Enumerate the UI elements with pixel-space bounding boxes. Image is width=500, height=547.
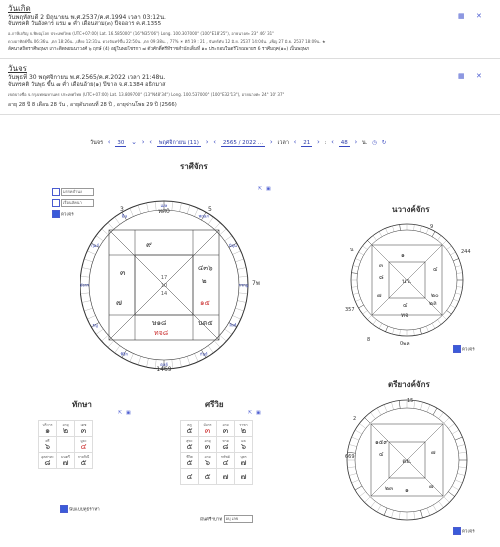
- rasi-planet-9: ทจ๘: [154, 329, 169, 337]
- rasi-planet-3: ๗: [116, 298, 123, 307]
- close-icon-2[interactable]: ✕: [476, 72, 482, 80]
- wheel-tick: [377, 505, 381, 512]
- navamsa-planet-5: ๒ล: [429, 300, 437, 307]
- wheel-tick: [426, 228, 428, 234]
- prev-month-button[interactable]: ‹: [149, 138, 153, 146]
- drekkana-chart-title: ตรียางค์จักร: [388, 380, 430, 389]
- rasi-planet-8: ษ๑๘: [152, 319, 167, 327]
- wheel-tick: [455, 266, 461, 268]
- wheel-tick: [420, 510, 422, 518]
- sri-cell: อายุ ๓: [199, 437, 217, 453]
- wheel-tick: [444, 497, 450, 503]
- wheel-tick: [439, 412, 444, 418]
- drekkana-check[interactable]: ดวงจร: [453, 527, 475, 535]
- wheel-tick: [365, 418, 371, 424]
- next-month-button[interactable]: ›: [205, 138, 209, 146]
- wheel-tick: [377, 408, 381, 415]
- next-hour-button[interactable]: ›: [316, 138, 320, 146]
- rasi-option-3[interactable]: ดวงจร: [52, 210, 74, 218]
- next-minute-button[interactable]: ›: [354, 138, 358, 146]
- date-navigation: วันจร ‹ 30 ⌄ › ‹ พฤศจิกายน (11) › ‹ 2565 / 2022 ... › เวลา ‹ 21 › : ‹ 48 › น. ◷ ↻: [90, 138, 387, 146]
- navamsa-wheel: [345, 215, 475, 345]
- wheel-tick: [348, 467, 356, 468]
- birth-sun-moon: ดวงอาทิตย์ขึ้น 06:36น. ,ตก 18:26น. ,เที่ยง 12:31น. ดวงจันทร์ขึ้น 22:50น. ,ตก 09:38น. , 77% ☀ ดิถี 19 : 21 , จันทร์ดับ 12 มิ.ย. 2537 14:04น. ,เพ็ญ 27 มิ.ย. 2537 18:09น. ★: [8, 39, 326, 44]
- sri-cell: ๗: [235, 469, 253, 485]
- year-select[interactable]: 2565 / 2022 ...: [222, 140, 264, 146]
- rasi-center-2: 10: [160, 283, 168, 289]
- wheel-tick: [452, 430, 459, 434]
- rasi-option-2[interactable]: เรือนลัคนา: [52, 199, 94, 207]
- wheel-tick: [147, 203, 149, 212]
- navamsa-center: นว.: [402, 278, 412, 285]
- wheel-tick: [84, 308, 93, 311]
- wheel-tick: [355, 299, 361, 301]
- sri-cell: ชีวิต ๕: [181, 453, 199, 469]
- wheel-tick: [138, 205, 141, 214]
- wheel-tick: [455, 480, 462, 483]
- wheel-tick: [414, 330, 415, 336]
- drekkana-planet-5: ๑: [405, 487, 409, 494]
- wheel-tick: [87, 316, 95, 320]
- rasi-planet-5: ๒: [202, 277, 207, 285]
- wheel-tick: [370, 501, 375, 507]
- divider-2: [0, 114, 500, 115]
- wheel-tick: [220, 229, 227, 235]
- wheel-tick: [80, 276, 89, 277]
- day-select[interactable]: 30: [117, 140, 125, 146]
- zodiac-sign-label: เมษ: [160, 203, 168, 208]
- wheel-tick: [391, 402, 393, 410]
- sri-cell: มังกร ๓: [199, 421, 217, 437]
- sri-cell: สุขะ ๕: [181, 437, 199, 453]
- wheel-tick: [172, 360, 173, 369]
- drekkana-planet-2: ๔: [379, 451, 384, 458]
- close-icon[interactable]: ✕: [476, 12, 482, 20]
- zodiac-sign-label: มิถุน: [228, 242, 237, 248]
- prev-hour-button[interactable]: ‹: [293, 138, 297, 146]
- rasi-wheel: [80, 175, 263, 375]
- wheel-tick: [393, 328, 395, 334]
- wheel-tick: [455, 437, 462, 440]
- wheel-tick: [453, 299, 459, 301]
- wheel-tick: [414, 224, 415, 230]
- wheel-tick: [444, 418, 450, 424]
- wheel-tick: [459, 452, 467, 453]
- time-label: เวลา: [277, 140, 289, 146]
- rasi-center-1: 17: [160, 275, 168, 281]
- wheel-tick: [414, 512, 415, 520]
- wheel-tick: [384, 405, 387, 412]
- zodiac-sign-label: กรกฎ: [238, 282, 249, 288]
- sri-cell: ๗: [217, 469, 235, 485]
- wheel-tick: [237, 301, 246, 303]
- wheel-tick: [400, 330, 401, 336]
- navamsa-bottom-label: 0๒ล: [400, 341, 410, 345]
- wheel-tick: [172, 201, 173, 210]
- wheel-tick: [442, 315, 446, 319]
- zodiac-sign-label: พิจิก: [120, 351, 128, 357]
- taksa-title: ทักษา: [72, 400, 92, 409]
- wheel-tick: [108, 223, 114, 230]
- navamsa-bottom-num: 8: [367, 337, 371, 343]
- wheel-tick: [450, 252, 455, 255]
- zodiac-sign-label: พฤษภ: [198, 213, 209, 219]
- wheel-tick: [379, 232, 382, 237]
- drekkana-wheel: [345, 392, 475, 527]
- rasi-top-num-2: 5: [208, 206, 212, 213]
- hour-select[interactable]: 21: [303, 140, 311, 146]
- wheel-tick: [439, 501, 444, 507]
- wheel-tick: [353, 266, 359, 268]
- rasi-chart-title: ราศีจักร: [180, 162, 208, 171]
- rasi-planet-1: ๙: [146, 240, 152, 249]
- wheel-tick: [233, 316, 241, 320]
- wheel-tick: [437, 320, 441, 325]
- zodiac-sign-label: มีน: [121, 213, 127, 219]
- zodiac-sign-label: ธนู: [92, 322, 98, 328]
- drekkana-left-num: 2: [353, 416, 357, 422]
- taksa-cell: มนตรี ๗: [57, 453, 75, 469]
- checkbox-checked[interactable]: [52, 210, 60, 218]
- wheel-tick: [96, 329, 103, 334]
- wheel-tick: [379, 323, 382, 328]
- prev-year-button[interactable]: ‹: [213, 138, 217, 146]
- wheel-tick: [427, 508, 430, 515]
- drekkana-planet-6: ๗: [429, 483, 434, 490]
- wheel-tick: [187, 205, 190, 214]
- wheel-tick: [214, 223, 220, 230]
- wheel-tick: [87, 251, 95, 255]
- taksa-cell: เดช ๓: [75, 421, 93, 437]
- wheel-tick: [235, 308, 244, 311]
- wheel-tick: [432, 232, 435, 237]
- wheel-tick: [452, 486, 459, 490]
- taksa-cell: มูละ ๔: [75, 437, 93, 453]
- wheel-tick: [351, 273, 357, 274]
- wheel-tick: [80, 293, 89, 294]
- prev-minute-button[interactable]: ‹: [331, 138, 334, 146]
- wheel-tick: [433, 505, 437, 512]
- calendar-icon[interactable]: ▦: [458, 12, 465, 20]
- wheel-tick: [437, 236, 441, 241]
- navamsa-planet-1: ๑: [401, 252, 405, 259]
- rasi-planet-6: ๑๕: [200, 299, 210, 307]
- sri-cell: ๔: [181, 469, 199, 485]
- drekkana-planet-3: ๗: [431, 449, 436, 456]
- share-icon[interactable]: ⇱: [258, 186, 263, 192]
- wheel-tick: [457, 473, 465, 475]
- wheel-tick: [393, 226, 395, 232]
- calendar-icon-2[interactable]: ▦: [458, 72, 465, 80]
- wheel-tick: [225, 236, 232, 241]
- wheel-tick: [130, 354, 134, 362]
- taksa-cell: อายุ ๒: [57, 421, 75, 437]
- sri-cell: หาย ๘: [217, 437, 235, 453]
- wheel-tick: [349, 444, 357, 446]
- next-day-button[interactable]: ›: [141, 138, 145, 146]
- zodiac-sign-label: กุมภ์: [91, 242, 100, 248]
- wheel-tick: [433, 408, 437, 415]
- wheel-tick: [386, 228, 388, 234]
- now-section-title: วันจร: [8, 64, 27, 73]
- wheel-tick: [115, 346, 120, 353]
- navamsa-top-num: 9: [430, 224, 434, 230]
- navamsa-right-label: 244: [461, 249, 471, 255]
- wheel-tick: [367, 240, 371, 244]
- refresh-icon[interactable]: ↻: [381, 140, 387, 146]
- wheel-tick: [138, 356, 141, 365]
- wheel-tick: [365, 497, 371, 503]
- wheel-tick: [363, 310, 368, 314]
- wheel-tick: [447, 310, 452, 314]
- wheel-tick: [457, 287, 463, 288]
- wheel-tick: [353, 293, 359, 295]
- wheel-tick: [235, 259, 244, 262]
- wheel-tick: [82, 268, 91, 270]
- wheel-tick: [420, 226, 422, 232]
- now-label: น.: [362, 140, 368, 146]
- sri-title: ศรีวิย: [205, 400, 224, 409]
- zodiac-sign-label: กันย์: [200, 351, 208, 357]
- taksa-check[interactable]: นับแบบทุธราหา: [60, 505, 100, 513]
- drekkana-left-num-2: 669: [345, 454, 355, 460]
- birth-lunar: จันทรคติ วันอังคาร แรม ๑ ค่ำ เดือนสาม(๓) ปีจออาร ค.ศ.1355: [8, 21, 162, 27]
- wheel-tick: [400, 224, 401, 230]
- rasi-planet-2: ๓: [120, 268, 126, 277]
- drekkana-planet-1: ๑๕๙: [375, 439, 388, 446]
- wheel-tick: [384, 508, 387, 515]
- drekkana-planet-4: ๒๓: [385, 485, 394, 492]
- wheel-tick: [426, 326, 428, 332]
- wheel-tick: [391, 510, 393, 518]
- sri-cell: บุตร ๗: [235, 453, 253, 469]
- share-icon-3[interactable]: ⇱: [248, 410, 253, 416]
- taksa-grid: [38, 420, 93, 469]
- wheel-tick: [147, 358, 149, 367]
- wheel-tick: [363, 246, 368, 250]
- wheel-tick: [351, 287, 357, 288]
- checkbox-checked[interactable]: [60, 505, 68, 513]
- rasi-bottom-num: 1469: [156, 366, 172, 373]
- wheel-tick: [220, 335, 227, 341]
- sri-cell: อาย ๓: [217, 421, 235, 437]
- sri-grid: [180, 420, 253, 485]
- share-icon-2[interactable]: ⇱: [118, 410, 123, 416]
- rasi-center-3: 14: [160, 291, 168, 297]
- wheel-tick: [448, 423, 454, 428]
- wheel-tick: [457, 273, 463, 274]
- prev-day-button[interactable]: ‹: [107, 138, 111, 146]
- checkbox-checked[interactable]: [453, 345, 461, 353]
- zodiac-sign-label: มังกร: [80, 282, 90, 288]
- taksa-cell: ศรี ๖: [39, 437, 57, 453]
- wheel-tick: [355, 430, 362, 434]
- navamsa-check[interactable]: ดวงจร: [453, 345, 475, 353]
- wheel-tick: [450, 305, 455, 308]
- wheel-tick: [373, 236, 377, 241]
- wheel-tick: [96, 236, 103, 241]
- wheel-tick: [239, 293, 248, 294]
- now-lunar: จันทรคติ วันพุธ ขึ้น ๗ ค่ำ เดือนอ้าย(๑) ปีขาล จ.ศ.1384 อธิกมาส: [8, 82, 166, 88]
- navamsa-planet-2: ๓: [379, 262, 384, 269]
- wheel-tick: [349, 473, 357, 475]
- navamsa-planet-7: ทจ: [401, 312, 409, 319]
- wheel-tick: [102, 335, 109, 341]
- sri-cell: ผล ๖: [235, 437, 253, 453]
- sri-cell: ทรัพย์ ๔: [217, 453, 235, 469]
- navamsa-chart-title: นวางค์จักร: [392, 205, 430, 214]
- rasi-planet-4: ๔๓๖: [198, 264, 213, 272]
- wheel-tick: [239, 276, 248, 277]
- wheel-tick: [427, 405, 430, 412]
- now-date: วันพุธที่ 30 พฤศจิกายน พ.ศ.2565/ค.ศ.2022 เวลา 21:48น.: [8, 74, 166, 81]
- rasi-top-label: ทศ0: [158, 208, 170, 215]
- image-icon[interactable]: ▣: [266, 186, 271, 192]
- wheel-tick: [442, 240, 446, 244]
- wheel-tick: [414, 401, 415, 409]
- wheel-tick: [180, 358, 182, 367]
- wheel-tick: [373, 320, 377, 325]
- birth-location: อ.ภาษีเจริญ จ.พิษณุโลก ประเทศไทย (UTC+07:00) Lat. 16.585000° (16°N35'06") Long. 100.307000° (100°E18'25"), อายนางศะ 23° 46' 31": [8, 31, 275, 36]
- wheel-tick: [453, 259, 459, 261]
- rasi-top-num: 3: [120, 206, 124, 213]
- navamsa-left-label: น: [350, 247, 354, 253]
- zodiac-sign-label: ตุลย์: [160, 362, 168, 367]
- day-label: วันจร: [90, 140, 104, 146]
- drekkana-top-num: 15: [407, 398, 414, 404]
- wheel-tick: [355, 259, 361, 261]
- wheel-tick: [455, 293, 461, 295]
- wheel-tick: [352, 437, 359, 440]
- clock-icon[interactable]: ◷: [372, 140, 378, 146]
- checkbox-checked[interactable]: [453, 527, 461, 535]
- birth-date: วันพฤหัสบดี 2 มิถุนายน พ.ศ.2537/ค.ศ.1994 เวลา 03:12น.: [8, 14, 166, 21]
- chevron-down-icon[interactable]: ⌄: [131, 138, 137, 146]
- next-year-button[interactable]: ›: [269, 138, 273, 146]
- zodiac-sign-label: สิงห์: [229, 322, 237, 328]
- wheel-tick: [432, 323, 435, 328]
- wheel-tick: [195, 354, 199, 362]
- sri-cell: อาย ๖: [199, 453, 217, 469]
- drekkana-center: ตย.: [402, 458, 412, 465]
- wheel-tick: [214, 341, 220, 348]
- image-icon-2[interactable]: ▣: [126, 410, 131, 416]
- taksa-cell: บริวาร ๑: [39, 421, 57, 437]
- wheel-tick: [448, 492, 454, 497]
- navamsa-planet-8: ๗: [377, 292, 382, 299]
- sri-cell: ราชา ๒: [235, 421, 253, 437]
- wheel-tick: [233, 251, 241, 255]
- wheel-tick: [359, 492, 365, 497]
- divider: [0, 58, 500, 59]
- navamsa-planet-9: ๘: [379, 274, 384, 281]
- wheel-tick: [359, 423, 365, 428]
- wheel-tick: [208, 346, 213, 353]
- wheel-tick: [367, 315, 371, 319]
- wheel-tick: [155, 201, 156, 210]
- wheel-tick: [447, 246, 452, 250]
- wheel-tick: [115, 217, 120, 224]
- birth-lagna: ลัคนาสถิตราศีพฤษภ เกาะติดพยนนาวงศ์ ๖ ฤกษ์ (4) อยู่ในพยโชรกา ๗ ตัวศักดิ์ศรีทีราชสำนักเต็มที่ ๑๐ ประกอบในตรีโกณพายร 6 ราศีมฤค(๑๐) เป็นพฤษภ: [8, 47, 310, 52]
- sri-select[interactable]: อบุ เลข: [224, 515, 253, 523]
- rasi-option-1[interactable]: มรรคจำนง: [52, 188, 94, 196]
- wheel-tick: [355, 486, 362, 490]
- rasi-right-num: 7พ: [252, 280, 260, 287]
- wheel-tick: [102, 229, 109, 235]
- wheel-tick: [225, 329, 232, 334]
- navamsa-planet-6: ๔: [403, 302, 408, 309]
- navamsa-planet-4: ๒๐: [431, 292, 439, 299]
- birth-section-title: วันเกิด: [8, 4, 31, 13]
- wheel-tick: [359, 252, 364, 255]
- checkbox[interactable]: [52, 199, 60, 207]
- wheel-tick: [457, 444, 465, 446]
- wheel-tick: [370, 412, 375, 418]
- rasi-planet-7: นต๕: [198, 319, 213, 327]
- taksa-cell: กาลกิณี ๕: [75, 453, 93, 469]
- wheel-tick: [359, 305, 364, 308]
- checkbox[interactable]: [52, 188, 60, 196]
- wheel-tick: [399, 512, 400, 520]
- wheel-tick: [130, 208, 134, 216]
- wheel-tick: [84, 259, 93, 262]
- sri-cell: ๕: [199, 469, 217, 485]
- wheel-tick: [459, 467, 467, 468]
- wheel-tick: [237, 268, 246, 270]
- sri-cell: ตกู ๕: [181, 421, 199, 437]
- wheel-tick: [420, 402, 422, 410]
- sri-option[interactable]: มันศรีฯบาท อบุ เลข: [200, 515, 253, 523]
- minute-select[interactable]: 48: [340, 140, 348, 146]
- month-select[interactable]: พฤศจิกายน (11): [158, 140, 199, 146]
- now-location: เขตบางซื่อ จ.กรุงเทพมหานคร ประเทศไทย (UTC+07:00) Lat. 13.809700° (13°N48'34") Long. 100.537000° (100°E32'13"), อายนางศะ 24° 10' 37": [8, 92, 285, 97]
- wheel-tick: [386, 326, 388, 332]
- wheel-tick: [108, 341, 114, 348]
- taksa-cell-center: [57, 437, 75, 453]
- wheel-tick: [180, 203, 182, 212]
- wheel-tick: [187, 356, 190, 365]
- age-line: อายุ 28 ปี 8 เดือน 28 วัน , อายุดันรอบที่ 28 ปี , อายุจ่านโพธ 29 ปี (2566): [8, 102, 177, 108]
- wheel-tick: [420, 328, 422, 334]
- taksa-cell: อุตสาหะ ๘: [39, 453, 57, 469]
- image-icon-3[interactable]: ▣: [256, 410, 261, 416]
- wheel-tick: [399, 401, 400, 409]
- navamsa-left-num: 357: [345, 307, 355, 313]
- wheel-tick: [82, 301, 91, 303]
- wheel-tick: [352, 480, 359, 483]
- navamsa-planet-3: ๔: [433, 266, 438, 273]
